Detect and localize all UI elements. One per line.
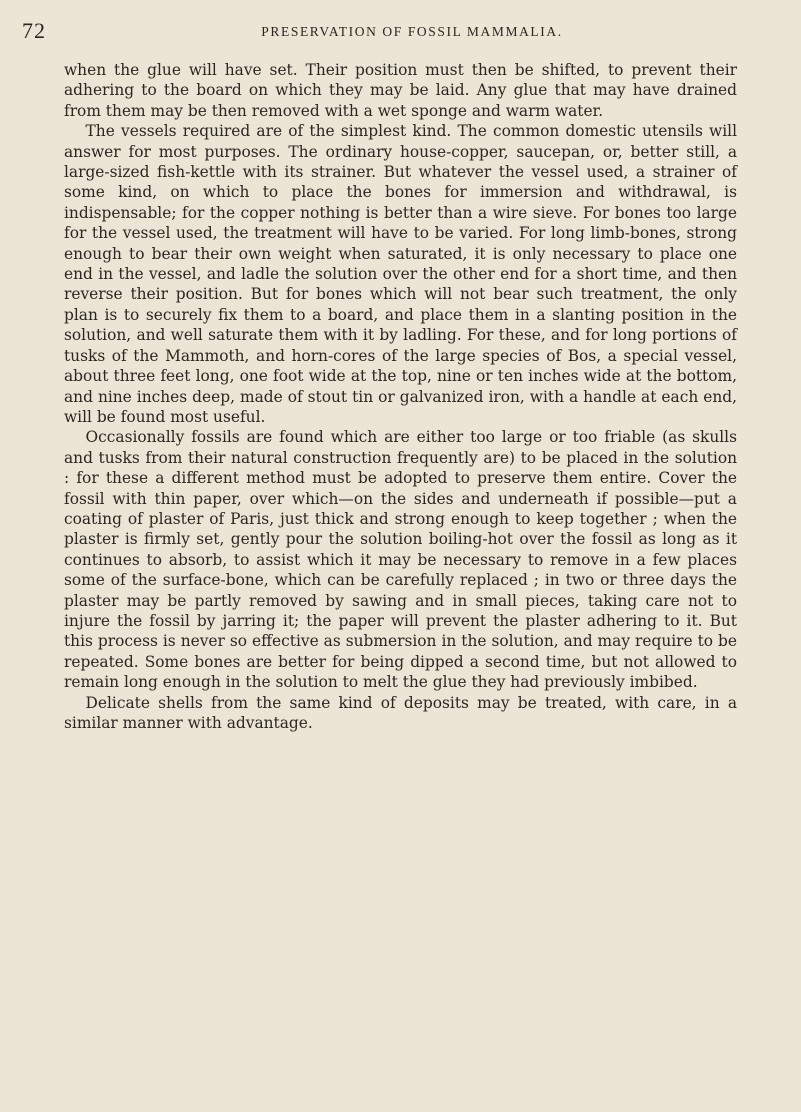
running-head: PRESERVATION OF FOSSIL MAMMALIA.: [261, 24, 563, 39]
paragraph: Occasionally fossils are found which are either too large or too friable (as skulls and tusks from their natural construction frequently are) to be placed in the solution : for these a different method must be adopted to preserve them entire. Cover the fossil with thin paper, over which—on the sides and underneath if possible—put a coating of plaster of Paris, just thick and strong enough to keep together ; when the plaster is firmly set, gently pour the solution boiling-hot over the fossil as long as it continues to absorb, to assist which it may be necessary to remove in a few places some of the surface-bone, which can be carefully replaced ; in two or three days the plaster may be partly removed by sawing and in small pieces, taking care not to injure the fossil by jarring it; the paper will prevent the plaster adhering to it. But this process is never so effective as submersion in the solution, and may require to be repeated. Some bones are better for being dipped a second time, but not allowed to remain long enough in the solution to melt the glue they had previously imbibed.: [64, 428, 737, 692]
page-number: 72: [22, 18, 46, 43]
paragraph: The vessels required are of the simplest kind. The common domestic utensils will answer for most purposes. The ordinary house-copper, saucepan, or, better still, a large-sized fish-kettle with its strainer. But whatever the vessel used, a strainer of some kind, on which to place the bones for immersion and withdrawal, is indispensable; for the copper nothing is better than a wire sieve. For bones too large for the vessel used, the treatment will have to be varied. For long limb-bones, strong enough to bear their own weight when saturated, it is only necessary to place one end in the vessel, and ladle the solution over the other end for a short time, and then reverse their position. But for bones which will not bear such treatment, the only plan is to securely fix them to a board, and place them in a slanting position in the solution, and well saturate them with it by ladling. For these, and for long portions of tusks of the Mammoth, and horn-cores of the large species of Bos, a special vessel, about three feet long, one foot wide at the top, nine or ten inches wide at the bottom, and nine inches deep, made of stout tin or galvanized iron, with a handle at each end, will be found most useful.: [64, 122, 737, 426]
paragraph: when the glue will have set. Their position must then be shifted, to prevent their adhering to the board on which they may be laid. Any glue that may have drained from them may be then removed with a wet sponge and warm water.: [64, 61, 737, 120]
page-header: [22, 18, 762, 42]
body-text: [64, 60, 737, 733]
paragraph: Delicate shells from the same kind of deposits may be treated, with care, in a similar manner with advantage.: [64, 693, 737, 732]
